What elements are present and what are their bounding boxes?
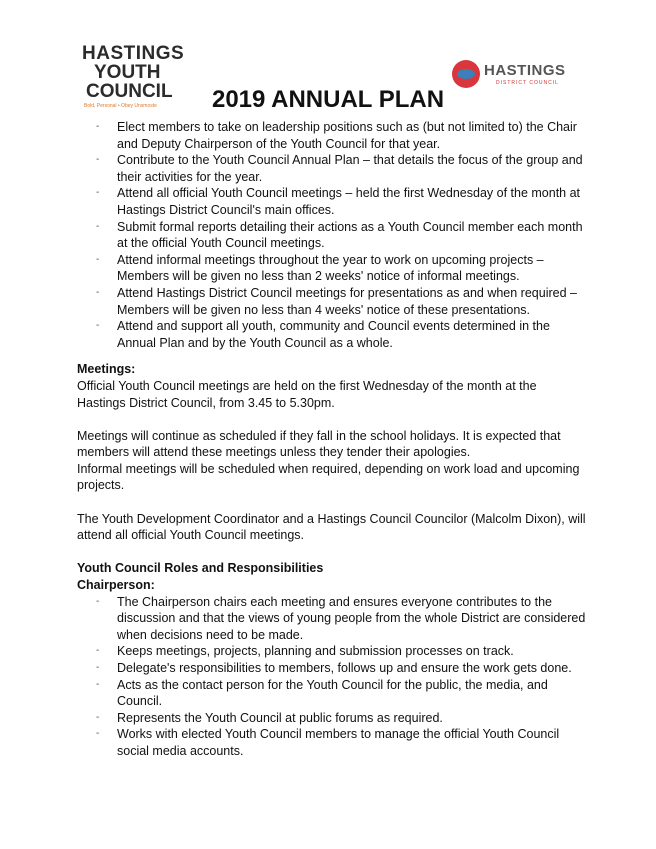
list-item: - Works with elected Youth Council members to manage the official Youth Council social media accounts. [77,726,587,759]
logo-line-3: COUNCIL [86,81,173,102]
list-item: - Submit formal reports detailing their actions as a Youth Council member each month at the official Youth Council meetings. [77,219,587,252]
council-logo-name: HASTINGS [484,62,566,79]
list-item: - Keeps meetings, projects, planning and submission processes on track. [77,643,587,660]
meetings-paragraph: The Youth Development Coordinator and a Hastings Council Councilor (Malcolm Dixon), will attend all official Youth Council meetings. [77,511,586,543]
list-item: - Acts as the contact person for the Youth Council for the public, the media, and Council. [77,677,587,710]
list-item: - Attend and support all youth, community and Council events determined in the Annual Plan and by the Youth Council as a whole. [77,318,587,351]
meetings-paragraph: Meetings will continue as scheduled if they fall in the school holidays. It is expected that members will attend these meetings unless they tender their apologies. [77,428,561,460]
council-logo-subtitle: DISTRICT COUNCIL [496,80,559,86]
roles-heading: Youth Council Roles and Responsibilities [77,561,324,576]
list-item: - Delegate's responsibilities to members, follows up and ensure the work gets done. [77,660,587,677]
list-item: - Represents the Youth Council at public forums as required. [77,710,587,727]
meetings-paragraph: Official Youth Council meetings are held on the first Wednesday of the month at the Hastings District Council, from 3.45 to 5.30pm. [77,378,537,410]
list-item: - Elect members to take on leadership positions such as (but not limited to) the Chair and Deputy Chairperson of the Youth Council for that year. [77,119,587,152]
list-item: - Attend all official Youth Council meetings – held the first Wednesday of the month at Hastings District Council's main offices. [77,185,587,218]
chairperson-duties-list [77,594,587,760]
logo-tagline: Bold, Personal • Obey Unsmoste [84,103,157,109]
list-item: - Contribute to the Youth Council Annual Plan – that details the focus of the group and their activities for the year. [77,152,587,185]
logo-line-2: YOUTH [94,62,161,83]
list-item: - Attend Hastings District Council meetings for presentations as and when required – Members will be given no less than 4 weeks' notice of these presentations. [77,285,587,318]
logo-line-1: HASTINGS [82,43,185,64]
meetings-paragraph: Informal meetings will be scheduled when required, depending on work load and upcoming projects. [77,461,580,493]
list-item: - The Chairperson chairs each meeting and ensures everyone contributes to the discussion and that the views of young people from the whole District are considered when decisions need to be made. [77,594,587,644]
chairperson-heading: Chairperson: [77,578,155,593]
page-title: 2019 ANNUAL PLAN [211,86,445,113]
list-item: - Attend informal meetings throughout the year to work on upcoming projects – Members will be given no less than 2 weeks' notice of informal meetings. [77,252,587,285]
council-emblem-icon [452,60,480,88]
member-duties-list [77,119,587,351]
meetings-heading: Meetings: [77,362,136,377]
document-body [77,119,587,760]
